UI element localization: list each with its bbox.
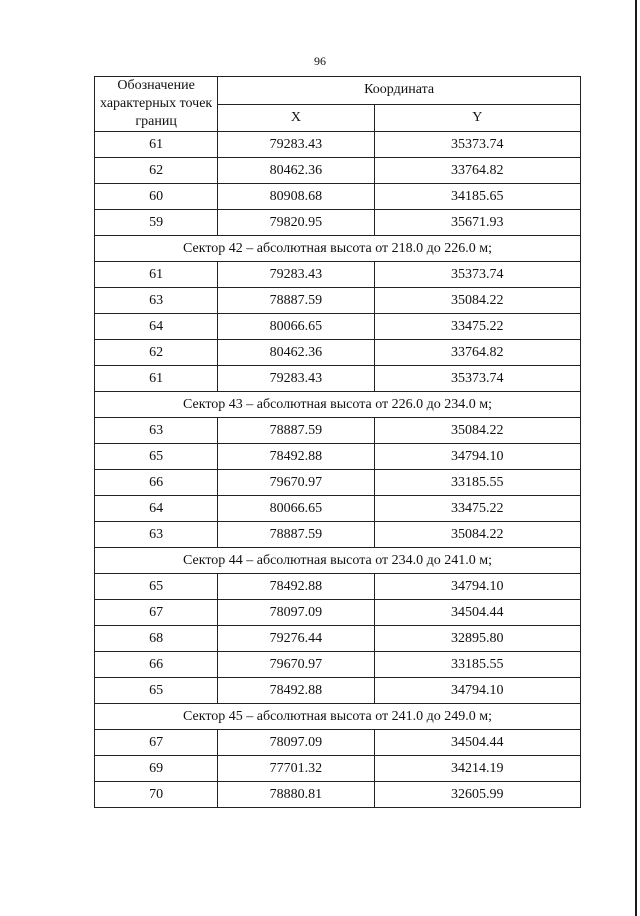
sector-heading: Сектор 42 – абсолютная высота от 218.0 до 226.0 м; [95, 236, 581, 262]
table-row [95, 470, 581, 496]
x-coordinate-cell: 78880.81 [218, 782, 374, 808]
table-body [95, 132, 581, 808]
point-number-cell: 62 [95, 158, 218, 184]
page-number: 96 [314, 54, 326, 68]
point-number-cell: 64 [95, 314, 218, 340]
table-row [95, 756, 581, 782]
x-coordinate-cell: 80908.68 [218, 184, 374, 210]
point-number-cell: 62 [95, 340, 218, 366]
table-row [95, 600, 581, 626]
y-coordinate-cell: 33475.22 [374, 496, 580, 522]
table-row [95, 574, 581, 600]
x-coordinate-cell: 78097.09 [218, 600, 374, 626]
point-number-cell: 61 [95, 262, 218, 288]
header-x: X [218, 104, 374, 132]
y-coordinate-cell: 33764.82 [374, 340, 580, 366]
table-row [95, 158, 581, 184]
table-row [95, 288, 581, 314]
x-coordinate-cell: 79276.44 [218, 626, 374, 652]
point-number-cell: 65 [95, 678, 218, 704]
y-coordinate-cell: 34794.10 [374, 574, 580, 600]
sector-row [95, 704, 581, 730]
point-number-cell: 66 [95, 652, 218, 678]
point-number-cell: 69 [95, 756, 218, 782]
point-number-cell: 64 [95, 496, 218, 522]
table-row [95, 730, 581, 756]
point-number-cell: 63 [95, 288, 218, 314]
y-coordinate-cell: 34504.44 [374, 600, 580, 626]
x-coordinate-cell: 80462.36 [218, 158, 374, 184]
x-coordinate-cell: 80066.65 [218, 314, 374, 340]
coordinates-table [94, 76, 581, 808]
y-coordinate-cell: 35671.93 [374, 210, 580, 236]
x-coordinate-cell: 78887.59 [218, 418, 374, 444]
sector-heading: Сектор 44 – абсолютная высота от 234.0 до 241.0 м; [95, 548, 581, 574]
y-coordinate-cell: 34185.65 [374, 184, 580, 210]
x-coordinate-cell: 78492.88 [218, 574, 374, 600]
x-coordinate-cell: 78097.09 [218, 730, 374, 756]
table-row [95, 132, 581, 158]
sector-heading: Сектор 45 – абсолютная высота от 241.0 до 249.0 м; [95, 704, 581, 730]
point-number-cell: 65 [95, 574, 218, 600]
x-coordinate-cell: 79283.43 [218, 132, 374, 158]
y-coordinate-cell: 32895.80 [374, 626, 580, 652]
table-header [95, 77, 581, 132]
x-coordinate-cell: 79283.43 [218, 262, 374, 288]
table-row [95, 366, 581, 392]
point-number-cell: 67 [95, 730, 218, 756]
header-coordinate: Координата [218, 77, 581, 105]
x-coordinate-cell: 80066.65 [218, 496, 374, 522]
sector-row [95, 392, 581, 418]
sector-row [95, 548, 581, 574]
x-coordinate-cell: 79670.97 [218, 470, 374, 496]
y-coordinate-cell: 33764.82 [374, 158, 580, 184]
point-number-cell: 60 [95, 184, 218, 210]
table-row [95, 522, 581, 548]
y-coordinate-cell: 34794.10 [374, 678, 580, 704]
table-row [95, 262, 581, 288]
table-row [95, 652, 581, 678]
x-coordinate-cell: 77701.32 [218, 756, 374, 782]
y-coordinate-cell: 35373.74 [374, 366, 580, 392]
y-coordinate-cell: 33475.22 [374, 314, 580, 340]
y-coordinate-cell: 34214.19 [374, 756, 580, 782]
point-number-cell: 63 [95, 418, 218, 444]
y-coordinate-cell: 33185.55 [374, 652, 580, 678]
point-number-cell: 70 [95, 782, 218, 808]
y-coordinate-cell: 35373.74 [374, 132, 580, 158]
point-number-cell: 67 [95, 600, 218, 626]
table-row [95, 184, 581, 210]
y-coordinate-cell: 35084.22 [374, 288, 580, 314]
y-coordinate-cell: 32605.99 [374, 782, 580, 808]
header-point-designation: Обозначение характерных точек границ [95, 77, 218, 132]
table-row [95, 418, 581, 444]
y-coordinate-cell: 33185.55 [374, 470, 580, 496]
point-number-cell: 68 [95, 626, 218, 652]
header-y: Y [374, 104, 580, 132]
table-row [95, 678, 581, 704]
point-number-cell: 61 [95, 132, 218, 158]
point-number-cell: 65 [95, 444, 218, 470]
scan-edge-line [635, 0, 637, 916]
y-coordinate-cell: 35084.22 [374, 522, 580, 548]
x-coordinate-cell: 78887.59 [218, 288, 374, 314]
table-row [95, 444, 581, 470]
x-coordinate-cell: 80462.36 [218, 340, 374, 366]
table-row [95, 782, 581, 808]
y-coordinate-cell: 34794.10 [374, 444, 580, 470]
x-coordinate-cell: 78492.88 [218, 444, 374, 470]
table-row [95, 626, 581, 652]
x-coordinate-cell: 78492.88 [218, 678, 374, 704]
point-number-cell: 63 [95, 522, 218, 548]
x-coordinate-cell: 79820.95 [218, 210, 374, 236]
y-coordinate-cell: 35084.22 [374, 418, 580, 444]
table-row [95, 314, 581, 340]
x-coordinate-cell: 78887.59 [218, 522, 374, 548]
sector-row [95, 236, 581, 262]
y-coordinate-cell: 35373.74 [374, 262, 580, 288]
sector-heading: Сектор 43 – абсолютная высота от 226.0 до 234.0 м; [95, 392, 581, 418]
x-coordinate-cell: 79670.97 [218, 652, 374, 678]
point-number-cell: 61 [95, 366, 218, 392]
table-row [95, 496, 581, 522]
point-number-cell: 59 [95, 210, 218, 236]
x-coordinate-cell: 79283.43 [218, 366, 374, 392]
y-coordinate-cell: 34504.44 [374, 730, 580, 756]
table-row [95, 210, 581, 236]
point-number-cell: 66 [95, 470, 218, 496]
table-row [95, 340, 581, 366]
